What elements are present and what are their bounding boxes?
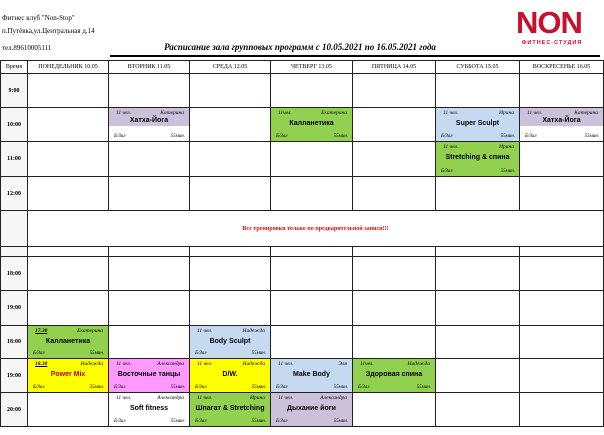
class-capacity: 11 чел. xyxy=(197,361,213,367)
class-hall: Б/Зал xyxy=(195,385,207,390)
class-hall: Б/Зал xyxy=(114,419,126,424)
slot-empty xyxy=(520,359,604,393)
slot-empty xyxy=(353,393,436,427)
class-mon-1830[interactable] xyxy=(28,359,109,393)
class-name: Хатха-Йога xyxy=(542,117,581,124)
time-slot: 19:00 xyxy=(1,359,28,393)
class-thu-1000[interactable] xyxy=(271,108,353,142)
class-capacity: 11 чел. xyxy=(116,110,132,116)
class-name: Хатха-Йога xyxy=(129,117,169,124)
class-name: Make Body xyxy=(293,371,330,378)
day-header-fri: ПЯТНИЦА 14.05 xyxy=(353,61,436,74)
class-hall: Б/Зал xyxy=(441,169,453,174)
class-capacity: 11 чел. xyxy=(116,361,132,367)
slot-empty xyxy=(28,393,109,427)
class-name: Stretching & спина xyxy=(445,154,510,161)
class-name: Калланетика xyxy=(45,338,91,345)
club-address: п.Путёвка,ул.Центральная д.14 xyxy=(2,27,95,35)
time-slot: 12:00 xyxy=(1,177,28,211)
time-slot: 18:00 xyxy=(1,326,28,359)
class-trainer: Надежда xyxy=(242,328,265,334)
class-tue-1000[interactable] xyxy=(109,108,190,142)
class-wed-1800[interactable] xyxy=(190,326,271,359)
day-header-mon: ПОНЕДЕЛЬНИК 10.05 xyxy=(28,61,109,74)
schedule-title: Расписание зала групповых программ с 10.05.2021 по 16.05.2021 года xyxy=(164,42,436,52)
class-trainer: Александра xyxy=(157,361,184,367)
slot-empty xyxy=(109,177,190,211)
schedule-table xyxy=(0,60,604,427)
club-phone: тел.89610005111 xyxy=(2,44,52,52)
slot-empty xyxy=(353,142,436,177)
class-name: Калланетика xyxy=(289,120,334,127)
class-name: Дыхание йоги xyxy=(287,405,336,412)
class-capacity: 11 чел. xyxy=(278,361,294,367)
slot-empty xyxy=(190,291,271,326)
slot-empty xyxy=(28,142,109,177)
class-trainer: Надежда xyxy=(80,361,103,367)
class-trainer: Екатерина xyxy=(321,110,347,116)
booking-notice-banner: Все тренировки только по предварительной записи!!! xyxy=(28,211,604,247)
time-slot: 9:00 xyxy=(1,74,28,108)
time-slot-blank xyxy=(1,247,28,257)
class-sun-1000[interactable] xyxy=(520,108,604,142)
logo-wordmark: NON xyxy=(516,5,582,40)
class-duration: 55мин. xyxy=(170,134,185,139)
slot-empty xyxy=(520,393,604,427)
day-header-sat: СУББОТА 15.05 xyxy=(436,61,520,74)
class-hall: Б/Зал xyxy=(276,419,288,424)
class-duration: 55мин. xyxy=(333,385,348,390)
slot-empty xyxy=(436,177,520,211)
slot-empty xyxy=(190,247,271,257)
class-capacity: 11чел. xyxy=(278,110,292,116)
day-header-sun: ВОСКРЕСЕНЬЕ 16.05 xyxy=(520,61,604,74)
class-hall: Б/Зал xyxy=(33,351,45,356)
time-slot: 19:00 xyxy=(1,291,28,326)
slot-empty xyxy=(271,177,353,211)
slot-empty xyxy=(436,257,520,291)
class-wed-2000[interactable] xyxy=(190,393,271,427)
class-capacity: 11 чел. xyxy=(443,144,459,150)
class-hall: Б/Зал xyxy=(195,351,207,356)
slot-empty xyxy=(520,177,604,211)
class-capacity: 11 чел. xyxy=(443,110,459,116)
slot-empty xyxy=(271,326,353,359)
time-column-header: Время xyxy=(1,61,28,74)
slot-empty xyxy=(190,108,271,142)
slot-empty xyxy=(436,291,520,326)
class-tue-2000[interactable] xyxy=(109,393,190,427)
class-capacity: 11 чел. xyxy=(116,395,132,401)
class-hall: Б/Зал xyxy=(525,134,537,139)
class-duration: 55мин. xyxy=(333,419,348,424)
slot-empty xyxy=(28,108,109,142)
time-slot-blank xyxy=(1,211,28,247)
class-sat-1000[interactable] xyxy=(436,108,520,142)
slot-empty xyxy=(28,291,109,326)
class-capacity: 11 чел. xyxy=(527,110,543,116)
day-header-wed: СРЕДА 12.05 xyxy=(190,61,271,74)
class-duration: 55мин. xyxy=(89,385,104,390)
class-capacity: 11 чел. xyxy=(197,328,213,334)
class-duration: 55мин. xyxy=(170,419,185,424)
class-thu-2000[interactable] xyxy=(271,393,353,427)
class-trainer: Ирина xyxy=(499,110,514,116)
slot-empty xyxy=(28,177,109,211)
slot-empty xyxy=(28,247,109,257)
class-hall: Б/Зал xyxy=(358,385,370,390)
class-trainer: Екатерина xyxy=(77,328,103,334)
class-fri-1900[interactable] xyxy=(353,359,436,393)
class-capacity: 11 чел. xyxy=(197,395,213,401)
class-duration: 55мин. xyxy=(584,134,599,139)
class-trainer: Надежда xyxy=(242,361,265,367)
slot-empty xyxy=(436,326,520,359)
time-slot: 20:00 xyxy=(1,393,28,427)
slot-empty xyxy=(109,74,190,108)
day-header-thu: ЧЕТВЕРГ 13.05 xyxy=(271,61,353,74)
slot-empty xyxy=(353,257,436,291)
class-duration: 55мин. xyxy=(251,351,266,356)
class-trainer: Катерина xyxy=(574,110,598,116)
club-name: Фитнес клуб "Non-Stop" xyxy=(2,14,75,22)
class-hall: Б/Зал xyxy=(276,134,288,139)
class-tue-1900[interactable] xyxy=(109,359,190,393)
slot-empty xyxy=(520,247,604,257)
slot-empty xyxy=(436,74,520,108)
class-capacity: 11 чел. xyxy=(278,395,294,401)
class-trainer: Ирина xyxy=(499,144,514,150)
class-hall: Б/Зал xyxy=(441,134,453,139)
slot-empty xyxy=(190,177,271,211)
slot-empty xyxy=(520,74,604,108)
non-stop-logo xyxy=(496,6,602,50)
slot-empty xyxy=(353,291,436,326)
slot-empty xyxy=(271,142,353,177)
slot-empty xyxy=(190,257,271,291)
slot-empty xyxy=(109,257,190,291)
slot-empty xyxy=(109,291,190,326)
class-capacity: 11чел. xyxy=(360,361,374,367)
slot-empty xyxy=(520,291,604,326)
class-hall: Б/Зал xyxy=(195,419,207,424)
class-trainer: Эля xyxy=(338,361,347,367)
class-name: Шпагат & Stretching xyxy=(195,405,265,412)
class-start-time: 17.30 xyxy=(35,328,48,334)
class-mon-1730[interactable] xyxy=(28,326,109,359)
slot-empty xyxy=(436,359,520,393)
class-name: Super Sculpt xyxy=(455,120,500,127)
class-trainer: Ирина xyxy=(250,395,265,401)
class-duration: 55мин. xyxy=(89,351,104,356)
class-duration: 55мин. xyxy=(333,134,348,139)
class-name: Soft fitness xyxy=(129,405,169,412)
slot-empty xyxy=(520,257,604,291)
slot-empty xyxy=(353,177,436,211)
slot-empty xyxy=(28,74,109,108)
class-hall: Б/Зал xyxy=(276,385,288,390)
class-duration: 55мин. xyxy=(170,385,185,390)
time-slot: 10:00 xyxy=(1,108,28,142)
class-duration: 55мин. xyxy=(251,385,266,390)
slot-empty xyxy=(353,326,436,359)
class-hall: Б/Зал xyxy=(114,134,126,139)
class-duration: 55мин. xyxy=(251,419,266,424)
slot-empty xyxy=(271,257,353,291)
time-slot: 11:00 xyxy=(1,142,28,177)
slot-empty xyxy=(520,326,604,359)
class-hall: Б/Зал xyxy=(33,385,45,390)
class-trainer: Александра xyxy=(320,395,347,401)
class-trainer: Катерина xyxy=(160,110,184,116)
slot-empty xyxy=(353,74,436,108)
class-name: Body Sculpt xyxy=(209,338,251,345)
title-underline xyxy=(110,55,600,57)
time-slot: 18:00 xyxy=(1,257,28,291)
class-name: Здоровая спина xyxy=(365,371,423,378)
slot-empty xyxy=(436,393,520,427)
logo-subtitle: ФИТНЕС-СТУДИЯ xyxy=(521,40,583,46)
slot-empty xyxy=(271,74,353,108)
slot-empty xyxy=(109,326,190,359)
slot-empty xyxy=(353,247,436,257)
class-duration: 55мин. xyxy=(416,385,431,390)
class-duration: 55мин. xyxy=(500,169,515,174)
slot-empty xyxy=(109,247,190,257)
slot-empty xyxy=(520,142,604,177)
class-hall: Б/Зал xyxy=(114,385,126,390)
slot-empty xyxy=(190,74,271,108)
class-wed-1900[interactable] xyxy=(190,359,271,393)
class-duration: 55мин. xyxy=(500,134,515,139)
day-header-tue: ВТОРНИК 11.05 xyxy=(109,61,190,74)
class-start-time: 18.30 xyxy=(35,361,48,367)
class-thu-1900[interactable] xyxy=(271,359,353,393)
class-trainer: Александра xyxy=(157,395,184,401)
class-trainer: Надежда xyxy=(407,361,430,367)
slot-empty xyxy=(28,257,109,291)
class-sat-1100[interactable] xyxy=(436,142,520,177)
slot-empty xyxy=(353,108,436,142)
slot-empty xyxy=(109,142,190,177)
class-name: D/W. xyxy=(222,371,238,378)
slot-empty xyxy=(190,142,271,177)
slot-empty xyxy=(436,247,520,257)
slot-empty xyxy=(271,291,353,326)
class-name: Восточные танцы xyxy=(117,371,181,378)
class-name: Power Mix xyxy=(50,371,86,378)
slot-empty xyxy=(271,247,353,257)
